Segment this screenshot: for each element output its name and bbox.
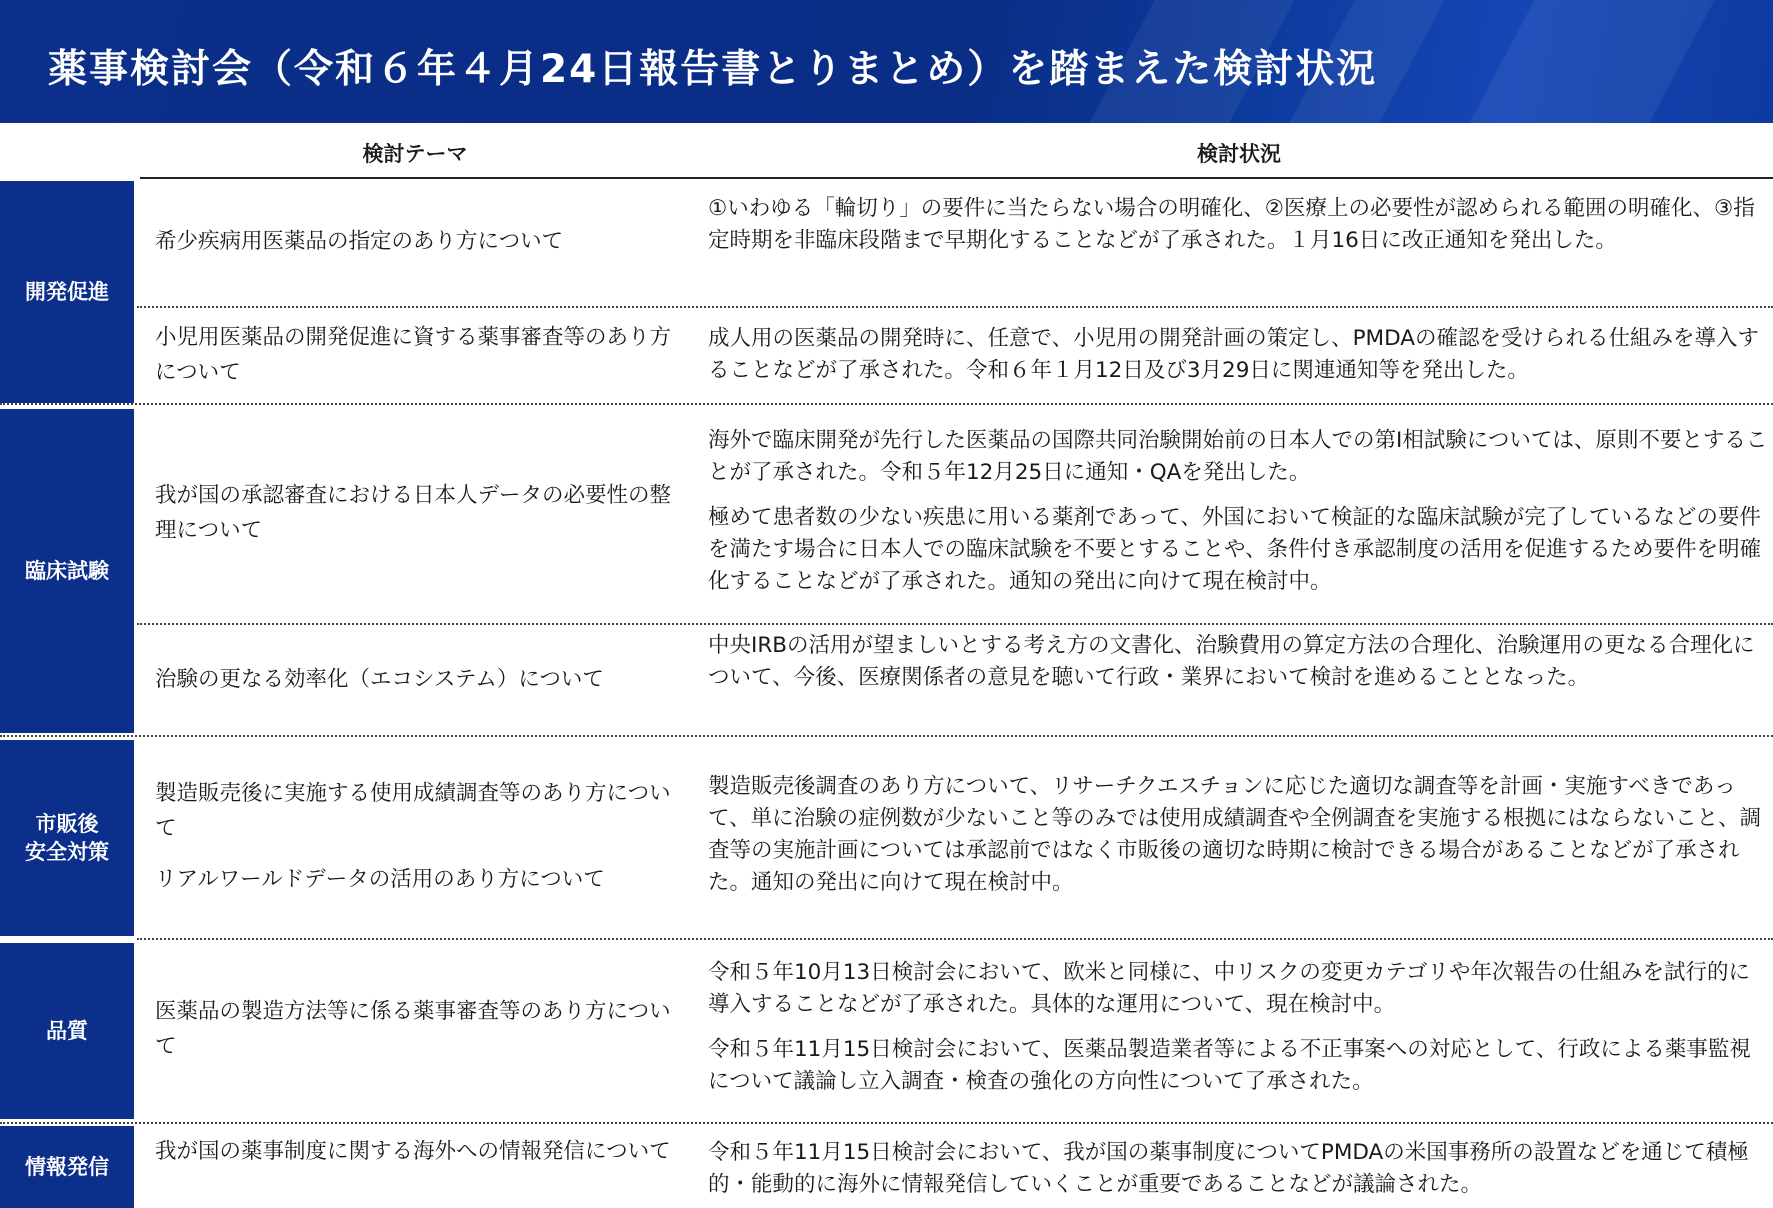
- theme-trial-efficiency: 治験の更なる効率化（エコシステム）について: [155, 667, 604, 692]
- theme-japanese-data: 我が国の承認審査における日本人データの必要性の整理について: [155, 483, 672, 543]
- status-trial-efficiency: [708, 630, 1770, 694]
- status-text: ①いわゆる「輪切り」の要件に当たらない場合の明確化、②医療上の必要性が認められる範囲の明確化、③指定時期を非臨床段階まで早期化することなどが了承された。１月16日に改正通知を発出した。: [708, 196, 1755, 253]
- section-divider: [137, 938, 1773, 940]
- page-title: 薬事検討会（令和６年４月24日報告書とりまとめ）を踏まえた検討状況: [48, 47, 1378, 92]
- status-orphan-drug: [708, 193, 1770, 257]
- theme-real-world-data: リアルワールドデータの活用のあり方について: [155, 867, 605, 892]
- theme-column-header: 検討テーマ: [362, 142, 468, 166]
- status-japanese-data: [708, 425, 1770, 598]
- status-text: 令和５年11月15日検討会において、医薬品製造業者等による不正事案への対応として、行政による薬事監視について議論し立入調査・検査の強化の方向性について了承された。: [708, 1037, 1751, 1094]
- row-divider: [137, 623, 1773, 625]
- status-text: 中央IRBの活用が望ましいとする考え方の文書化、治験費用の算定方法の合理化、治験運用の更なる合理化について、今後、医療関係者の意見を聴いて行政・業界において検討を進めることとなった。: [708, 633, 1755, 690]
- status-manufacturing: [708, 957, 1770, 1098]
- status-text: 成人用の医薬品の開発時に、任意で、小児用の開発計画の策定し、PMDAの確認を受けられる仕組みを導入することなどが了承された。令和６年１月12日及び3月29日に関連通知等を発出した。: [708, 326, 1759, 383]
- category-postmarket-safety: 市販後 安全対策: [0, 740, 134, 936]
- category-development: 開発促進: [0, 181, 134, 403]
- theme-orphan-drug: 希少疾病用医薬品の指定のあり方について: [155, 229, 564, 254]
- status-text: 極めて患者数の少ない疾患に用いる薬剤であって、外国において検証的な臨床試験が完了しているなどの要件を満たす場合に日本人での臨床試験を不要とすることや、条件付き承認制度の活用を促進するため要件を明確化することなどが了承された。通知の発出に向けて現在検討中。: [708, 505, 1762, 594]
- section-divider: [0, 1122, 1773, 1124]
- category-quality: 品質: [0, 943, 134, 1119]
- category-clinical-trials: 臨床試験: [0, 409, 134, 733]
- status-overseas-info: [708, 1137, 1770, 1201]
- category-information: 情報発信: [0, 1126, 134, 1208]
- header-rule: [140, 177, 1773, 179]
- status-column-header: 検討状況: [1197, 142, 1281, 166]
- title-banner: [0, 0, 1773, 123]
- status-text: 令和５年10月13日検討会において、欧米と同様に、中リスクの変更カテゴリや年次報告の仕組みを試行的に導入することなどが了承された。具体的な運用について、現在検討中。: [708, 960, 1751, 1017]
- theme-postmarketing-survey: 製造販売後に実施する使用成績調査等のあり方について: [155, 781, 671, 841]
- section-divider: [0, 403, 1773, 405]
- row-divider: [137, 306, 1773, 308]
- theme-pediatric: 小児用医薬品の開発促進に資する薬事審査等のあり方について: [155, 325, 672, 385]
- section-divider: [0, 735, 1773, 737]
- status-postmarketing: [708, 771, 1770, 899]
- theme-manufacturing: 医薬品の製造方法等に係る薬事審査等のあり方について: [155, 999, 671, 1059]
- status-pediatric: [708, 323, 1770, 387]
- status-text: 令和５年11月15日検討会において、我が国の薬事制度についてPMDAの米国事務所の設置などを通じて積極的・能動的に海外に情報発信していくことが重要であることなどが議論された。: [708, 1140, 1749, 1197]
- status-text: 製造販売後調査のあり方について、リサーチクエスチョンに応じた適切な調査等を計画・実施すべきであって、単に治験の症例数が少ないこと等のみでは使用成績調査や全例調査を実施する根拠にはならないこと、調査等の実施計画については承認前ではなく市販後の適切な時期に検討できる場合があることなどが了承された。通知の発出に向けて現在検討中。: [708, 774, 1762, 895]
- status-text: 海外で臨床開発が先行した医薬品の国際共同治験開始前の日本人での第Ⅰ相試験については、原則不要とすることが了承された。令和５年12月25日に通知・QAを発出した。: [708, 428, 1768, 485]
- banner-stripe: [1455, 0, 1725, 123]
- theme-overseas-info: 我が国の薬事制度に関する海外への情報発信について: [155, 1139, 671, 1164]
